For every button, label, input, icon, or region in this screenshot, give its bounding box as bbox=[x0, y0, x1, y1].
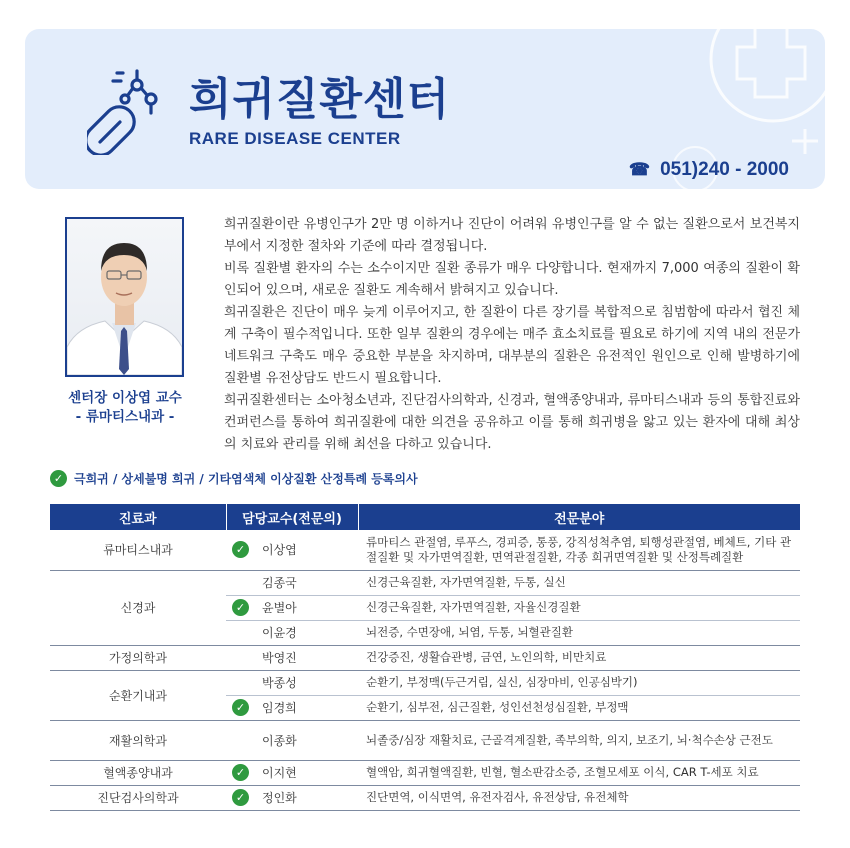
check-icon: ✓ bbox=[232, 789, 249, 806]
intro-text bbox=[224, 214, 800, 456]
professor-name: 박종성 bbox=[262, 676, 297, 690]
header-specialty: 전문분야 bbox=[358, 504, 800, 530]
page-title: 희귀질환센터 bbox=[189, 74, 451, 125]
professor-name: 이지현 bbox=[262, 766, 297, 780]
specialty-cell: 혈액암, 희귀혈액질환, 빈혈, 혈소판감소증, 조혈모세포 이식, CAR T-세포 치료 bbox=[358, 760, 800, 785]
professor-cell[interactable] bbox=[226, 670, 358, 695]
department-cell: 가정의학과 bbox=[50, 645, 226, 670]
department-cell: 순환기내과 bbox=[50, 670, 226, 720]
check-icon: ✓ bbox=[50, 470, 67, 487]
table-row bbox=[50, 570, 800, 595]
professor-name: 이상엽 bbox=[262, 543, 297, 558]
table-header-row bbox=[50, 504, 800, 530]
professor-cell[interactable] bbox=[226, 595, 358, 620]
check-icon: ✓ bbox=[232, 541, 249, 558]
check-icon: ✓ bbox=[232, 764, 249, 781]
capsule-molecule-icon bbox=[87, 67, 161, 155]
specialty-cell: 신경근육질환, 자가면역질환, 자율신경질환 bbox=[358, 595, 800, 620]
specialty-cell: 류마티스 관절염, 루푸스, 경피증, 통풍, 강직성척추염, 퇴행성관절염, 베체트, 기타 관절질환 및 자가면역질환, 면역관절질환, 각종 희귀면역질환 및 산정특례질환 bbox=[358, 530, 800, 570]
director-photo bbox=[65, 217, 184, 377]
department-cell: 류마티스내과 bbox=[50, 530, 226, 570]
table-row bbox=[50, 785, 800, 810]
table-row bbox=[50, 720, 800, 760]
intro-paragraph: 희귀질환은 진단이 매우 늦게 이루어지고, 한 질환이 다른 장기를 복합적으로 침범함에 따라서 협진 체계 구축이 필수적입니다. 또한 일부 질환의 경우에는 매주 효소치료를 필요로 하기에 지역 내의 전문가 네트워크 구축도 매우 중요한 부분을 차지하며, 대부분의 질환은 유전적인 원인으로 인해 발병하기에 질환별 유전상담도 반드시 필요합니다. bbox=[224, 305, 800, 386]
professor-cell[interactable] bbox=[226, 620, 358, 645]
director-department: - 류마티스내과 - bbox=[75, 409, 175, 425]
professor-cell[interactable] bbox=[226, 570, 358, 595]
header-professor: 담당교수(전문의) bbox=[226, 504, 358, 530]
professor-cell[interactable] bbox=[226, 645, 358, 670]
department-cell: 재활의학과 bbox=[50, 720, 226, 760]
department-cell: 신경과 bbox=[50, 570, 226, 645]
telephone-icon: ☎ bbox=[628, 160, 651, 179]
phone-number-text: 051)240 - 2000 bbox=[660, 159, 789, 180]
specialty-cell: 순환기, 심부전, 심근질환, 성인선천성심질환, 부정맥 bbox=[358, 695, 800, 720]
header-department: 진료과 bbox=[50, 504, 226, 530]
department-cell: 진단검사의학과 bbox=[50, 785, 226, 810]
legend bbox=[50, 470, 418, 487]
legend-text: 극희귀 / 상세불명 희귀 / 기타염색체 이상질환 산정특례 등록의사 bbox=[74, 472, 418, 486]
intro-paragraph: 희귀질환센터는 소아청소년과, 진단검사의학과, 신경과, 혈액종양내과, 류마티스내과 등의 통합진료와 컨퍼런스를 통하여 희귀질환에 대한 의견을 공유하고 이를 통해 희귀병을 앓고 있는 환자에 대해 최상의 치료와 관리를 위해 최선을 다하고 있습니다. bbox=[224, 393, 800, 452]
professor-cell[interactable] bbox=[226, 760, 358, 785]
professor-name: 윤별아 bbox=[262, 601, 297, 615]
doctor-table bbox=[50, 504, 800, 811]
professor-name: 이종화 bbox=[262, 733, 297, 748]
table-row bbox=[50, 645, 800, 670]
check-icon: ✓ bbox=[232, 599, 249, 616]
intro-paragraph: 비록 질환별 환자의 수는 소수이지만 질환 종류가 매우 다양합니다. 현재까지 7,000 여종의 질환이 확인되어 있으며, 새로운 질환도 계속해서 밝혀지고 있습니다. bbox=[224, 261, 800, 298]
specialty-cell: 순환기, 부정맥(두근거림, 실신, 심장마비, 인공심박기) bbox=[358, 670, 800, 695]
department-cell: 혈액종양내과 bbox=[50, 760, 226, 785]
table-row bbox=[50, 760, 800, 785]
specialty-cell: 뇌전증, 수면장애, 뇌염, 두통, 뇌혈관질환 bbox=[358, 620, 800, 645]
page-subtitle: RARE DISEASE CENTER bbox=[189, 129, 401, 148]
specialty-cell: 건강증진, 생활습관병, 금연, 노인의학, 비만치료 bbox=[358, 645, 800, 670]
table-row bbox=[50, 530, 800, 570]
professor-cell[interactable] bbox=[226, 530, 358, 570]
professor-cell[interactable] bbox=[226, 720, 358, 760]
professor-cell[interactable] bbox=[226, 695, 358, 720]
phone-number[interactable] bbox=[629, 159, 789, 181]
professor-name: 정인화 bbox=[262, 791, 297, 805]
professor-name: 임경희 bbox=[262, 701, 297, 715]
intro-paragraph: 희귀질환이란 유병인구가 2만 명 이하거나 진단이 어려워 유병인구를 알 수 없는 질환으로서 보건복지부에서 지정한 절차와 기준에 따라 결정됩니다. bbox=[224, 217, 800, 254]
header-banner bbox=[25, 29, 825, 189]
professor-name: 박영진 bbox=[262, 651, 297, 665]
professor-name: 이윤경 bbox=[262, 626, 297, 640]
doctor-portrait-icon bbox=[67, 219, 182, 375]
specialty-cell: 진단면역, 이식면역, 유전자검사, 유전상담, 유전체학 bbox=[358, 785, 800, 810]
check-icon: ✓ bbox=[232, 699, 249, 716]
professor-name: 김종국 bbox=[262, 576, 297, 590]
specialty-cell: 뇌졸중/심장 재활치료, 근골격계질환, 족부의학, 의지, 보조기, 뇌·척수손상 근전도 bbox=[358, 720, 800, 760]
specialty-cell: 신경근육질환, 자가면역질환, 두통, 실신 bbox=[358, 570, 800, 595]
director-name: 센터장 이상엽 교수 bbox=[68, 390, 182, 406]
professor-cell[interactable] bbox=[226, 785, 358, 810]
table-row bbox=[50, 670, 800, 695]
director-caption bbox=[50, 389, 200, 427]
